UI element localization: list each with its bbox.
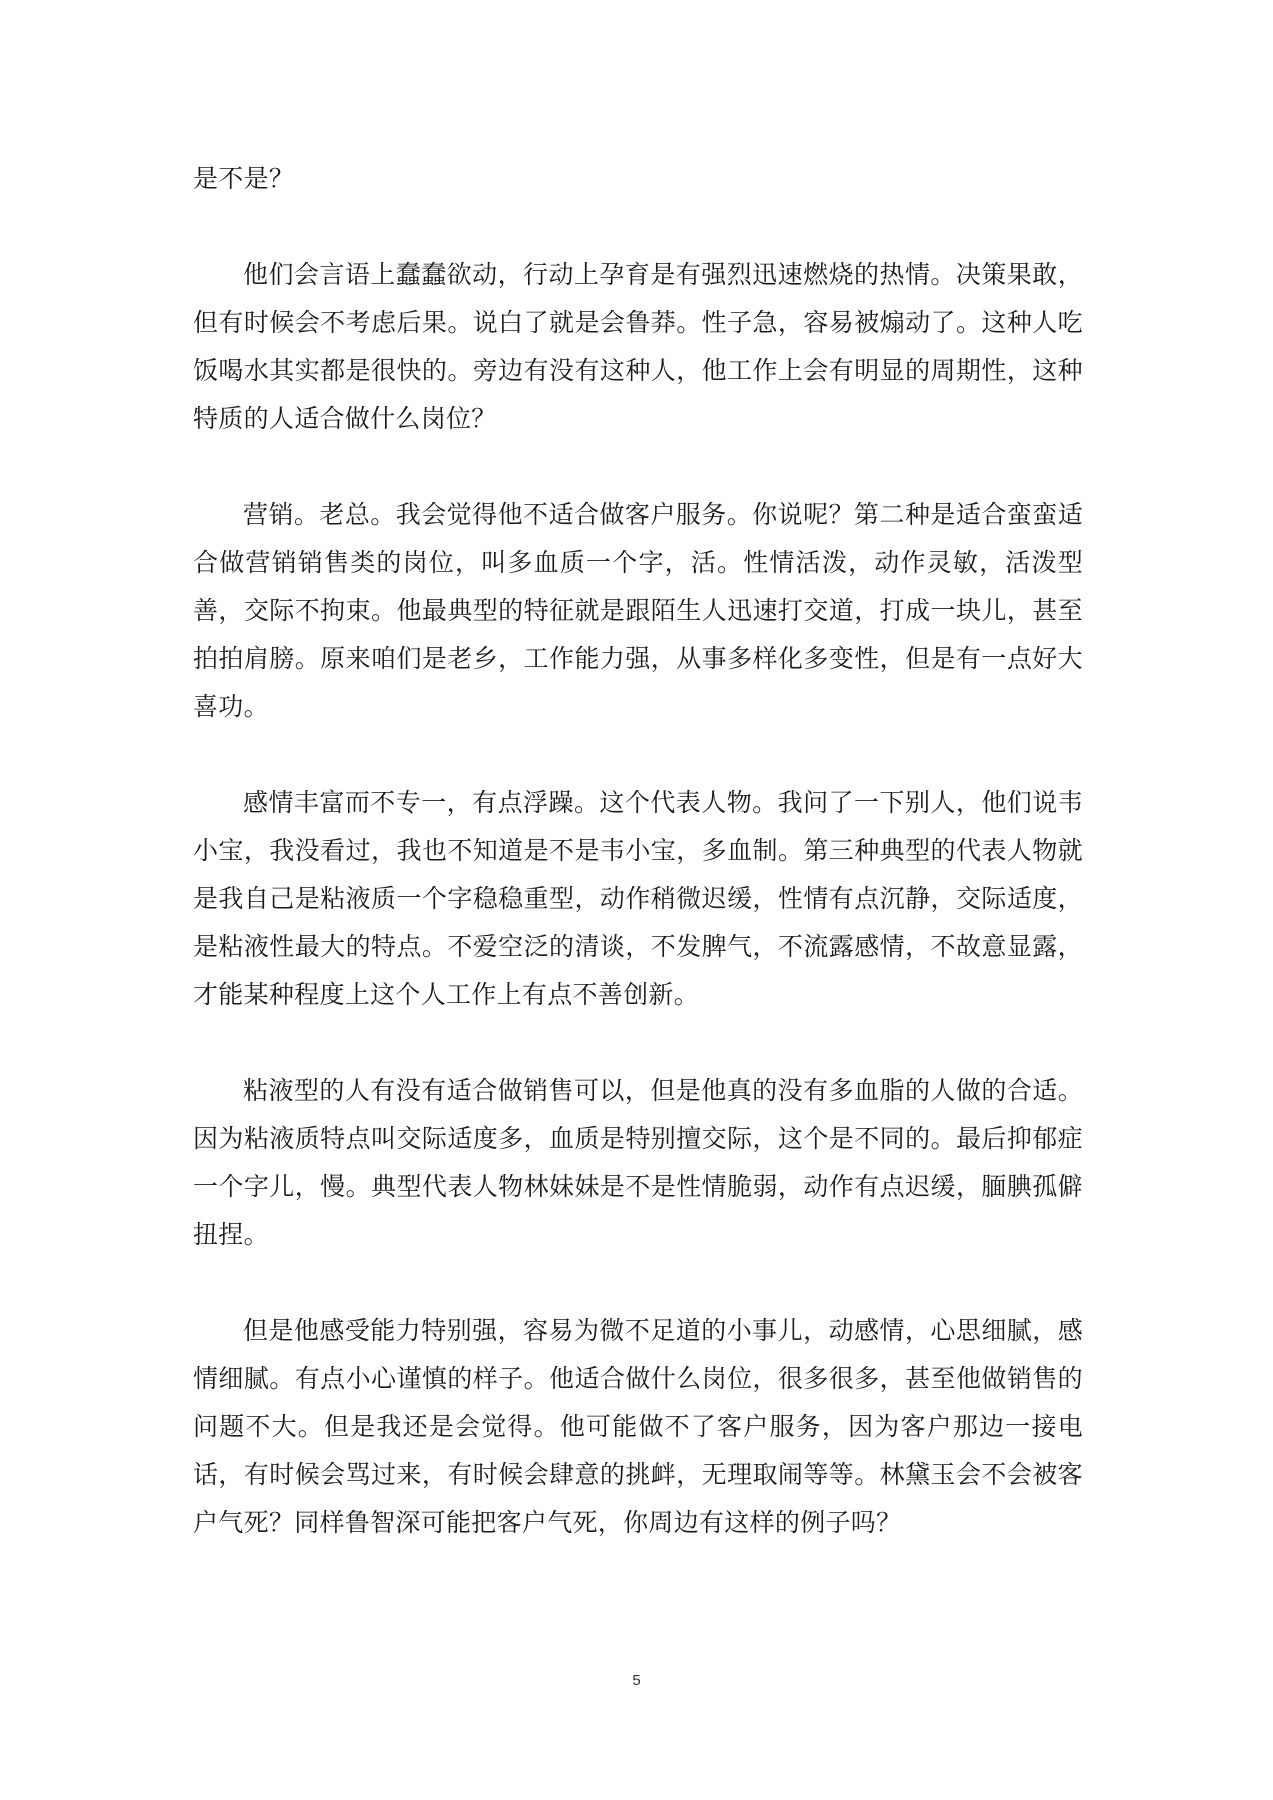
paragraph-5: 粘液型的人有没有适合做销售可以，但是他真的没有多血脂的人做的合适。因为粘液质特点叫交际适度多，血质是特别擅交际，这个是不同的。最后抑郁症一个字儿，慢。典型代表人物林妹妹是不是性情脆弱，动作有点迟缓，腼腆孤僻扭捏。	[193, 1076, 1083, 1249]
paragraph-6: 但是他感受能力特别强，容易为微不足道的小事儿，动感情，心思细腻，感情细腻。有点小心谨慎的样子。他适合做什么岗位，很多很多，甚至他做销售的问题不大。但是我还是会觉得。他可能做不了客户服务，因为客户那边一接电话，有时候会骂过来，有时候会肆意的挑衅，无理取闹等等。林黛玉会不会被客户气死？同样鲁智深可能把客户气死，你周边有这样的例子吗？	[193, 1316, 1083, 1537]
paragraph-3: 营销。老总。我会觉得他不适合做客户服务。你说呢？第二种是适合蛮蛮适合做营销销售类的岗位，叫多血质一个字，活。性情活泼，动作灵敏，活泼型善，交际不拘束。他最典型的特征就是跟陌生人迅速打交道，打成一块儿，甚至拍拍肩膀。原来咱们是老乡，工作能力强，从事多样化多变性，但是有一点好大喜功。	[193, 500, 1083, 721]
paragraph-2: 他们会言语上蠢蠢欲动，行动上孕育是有强烈迅速燃烧的热情。决策果敢，但有时候会不考虑后果。说白了就是会鲁莽。性子急，容易被煽动了。这种人吃饭喝水其实都是很快的。旁边有没有这种人，他工作上会有明显的周期性，这种特质的人适合做什么岗位？	[193, 260, 1083, 433]
page-number: 5	[632, 1672, 641, 1689]
paragraph-4: 感情丰富而不专一，有点浮躁。这个代表人物。我问了一下别人，他们说韦小宝，我没看过，我也不知道是不是韦小宝，多血制。第三种典型的代表人物就是我自己是粘液质一个字稳稳重型，动作稍微迟缓，性情有点沉静，交际适度，是粘液性最大的特点。不爱空泛的清谈，不发脾气，不流露感情，不故意显露，才能某种程度上这个人工作上有点不善创新。	[193, 788, 1083, 1009]
paragraph-1: 是不是？	[193, 164, 295, 193]
body-text	[193, 155, 1083, 1547]
